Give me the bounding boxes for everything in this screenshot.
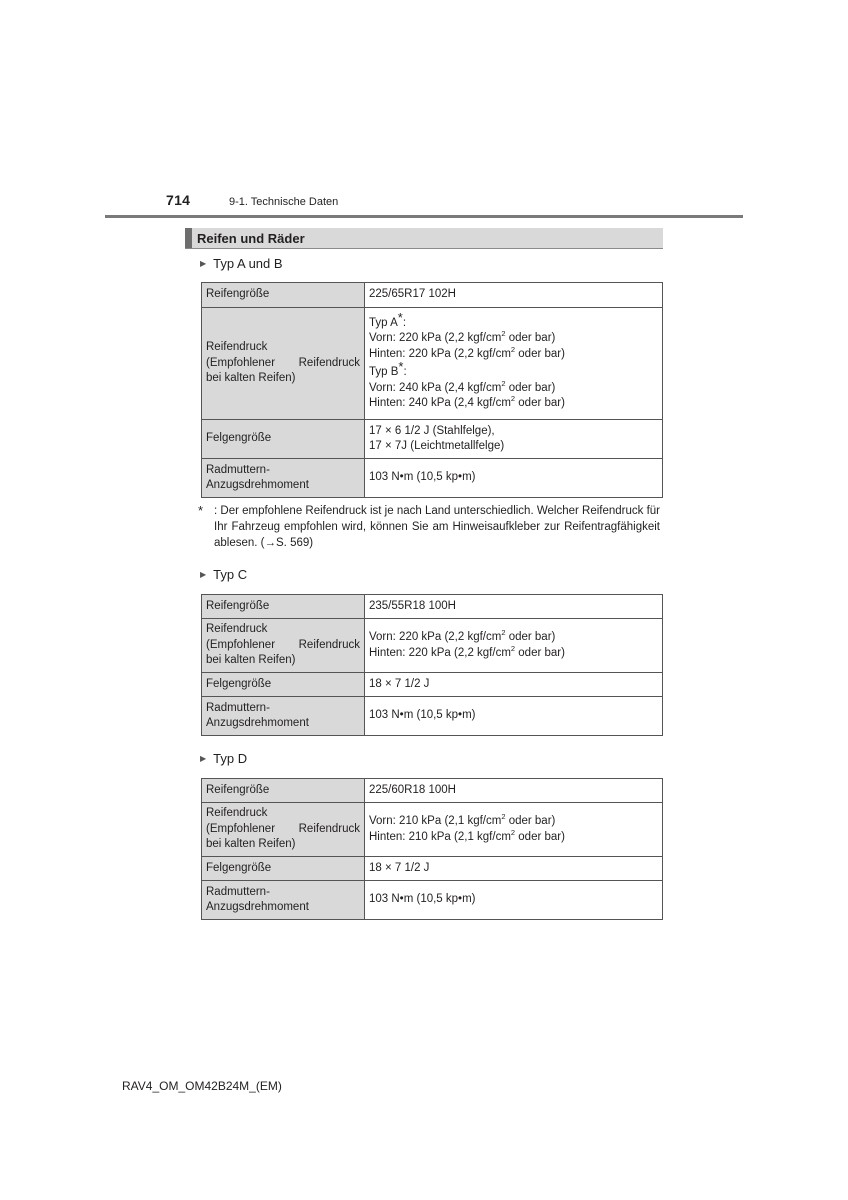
tire-size-value: 235/55R18 100H <box>365 595 663 619</box>
rim-size-value: 17 × 6 1/2 J (Stahlfelge), 17 × 7J (Leichtmetallfelge) <box>365 420 663 459</box>
subheading-typ-a-b <box>200 256 283 271</box>
rim-size-value: 18 × 7 1/2 J <box>365 673 663 697</box>
tire-pressure-label: Reifendruck (Empfohlener Reifendruck bei kalten Reifen) <box>202 803 365 857</box>
tire-pressure-value: Vorn: 210 kPa (2,1 kgf/$cm^2$ oder bar) Hinten: 210 kPa (2,1 kgf/$cm^2$ oder bar) <box>365 803 663 857</box>
table-row <box>202 619 663 673</box>
table-row <box>202 420 663 459</box>
table-row <box>202 283 663 308</box>
tire-size-label: Reifengröße <box>202 779 365 803</box>
table-row <box>202 308 663 420</box>
section-marker <box>185 228 192 248</box>
section-title: Reifen und Räder <box>197 231 305 246</box>
table-row <box>202 459 663 498</box>
footnote <box>198 503 660 551</box>
rim-size-label: Felgengröße <box>202 420 365 459</box>
subheading-typ-d <box>200 751 247 766</box>
tire-pressure-label: Reifendruck (Empfohlener Reifendruck bei kalten Reifen) <box>202 308 365 420</box>
torque-value: 103 N•m (10,5 kp•m) <box>365 459 663 498</box>
table-row <box>202 779 663 803</box>
rim-size-label: Felgengröße <box>202 857 365 881</box>
footnote-text: : Der empfohlene Reifendruck ist je nach Land unterschiedlich. Welcher Reifendruck für Ihr Fahrzeug empfohlen wird, können Sie am Hinweisaufkleber zur Reifentragfähigkeit ablesen. (→S. 569) <box>214 505 660 549</box>
subheading-label: Typ D <box>213 751 248 766</box>
triangle-bullet-icon: ▶ <box>200 754 207 763</box>
triangle-bullet-icon: ▶ <box>200 570 207 579</box>
page-number: 714 <box>166 192 191 208</box>
spec-table-typ-d <box>201 778 663 920</box>
torque-value: 103 N•m (10,5 kp•m) <box>365 881 663 920</box>
tire-size-value: 225/65R17 102H <box>365 283 663 308</box>
tire-size-label: Reifengröße <box>202 283 365 308</box>
tire-size-label: Reifengröße <box>202 595 365 619</box>
spec-table-typ-a-b <box>201 282 663 498</box>
torque-label: Radmuttern- Anzugsdrehmoment <box>202 459 365 498</box>
tire-pressure-label: Reifendruck (Empfohlener Reifendruck bei kalten Reifen) <box>202 619 365 673</box>
header-divider <box>105 215 743 218</box>
table-row <box>202 673 663 697</box>
torque-label: Radmuttern- Anzugsdrehmoment <box>202 697 365 736</box>
subheading-label: Typ C <box>213 567 248 582</box>
table-row <box>202 697 663 736</box>
table-row <box>202 881 663 920</box>
document-code: RAV4_OM_OM42B24M_(EM) <box>122 1079 282 1093</box>
torque-label: Radmuttern- Anzugsdrehmoment <box>202 881 365 920</box>
table-row <box>202 857 663 881</box>
spec-table-typ-c <box>201 594 663 736</box>
tire-pressure-value: Vorn: 220 kPa (2,2 kgf/$cm^2$ oder bar) Hinten: 220 kPa (2,2 kgf/$cm^2$ oder bar) <box>365 619 663 673</box>
tire-pressure-value: Typ A*: Vorn: 220 kPa (2,2 kgf/$cm^2$ oder bar) Hinten: 220 kPa (2,2 kgf/$cm^2$ oder bar) Typ B*: Vorn: 240 kPa (2,4 kgf/$cm^2$ oder bar) Hinten: 240 kPa (2,4 kgf/$cm^2$ oder bar) <box>365 308 663 420</box>
tire-size-value: 225/60R18 100H <box>365 779 663 803</box>
subheading-typ-c <box>200 567 247 582</box>
table-row <box>202 803 663 857</box>
section-heading <box>185 228 663 249</box>
table-row <box>202 595 663 619</box>
footnote-star: * <box>198 503 204 518</box>
subheading-label: Typ A und B <box>213 256 283 271</box>
rim-size-value: 18 × 7 1/2 J <box>365 857 663 881</box>
chapter-title: 9-1. Technische Daten <box>229 196 339 208</box>
triangle-bullet-icon: ▶ <box>200 259 207 268</box>
torque-value: 103 N•m (10,5 kp•m) <box>365 697 663 736</box>
rim-size-label: Felgengröße <box>202 673 365 697</box>
